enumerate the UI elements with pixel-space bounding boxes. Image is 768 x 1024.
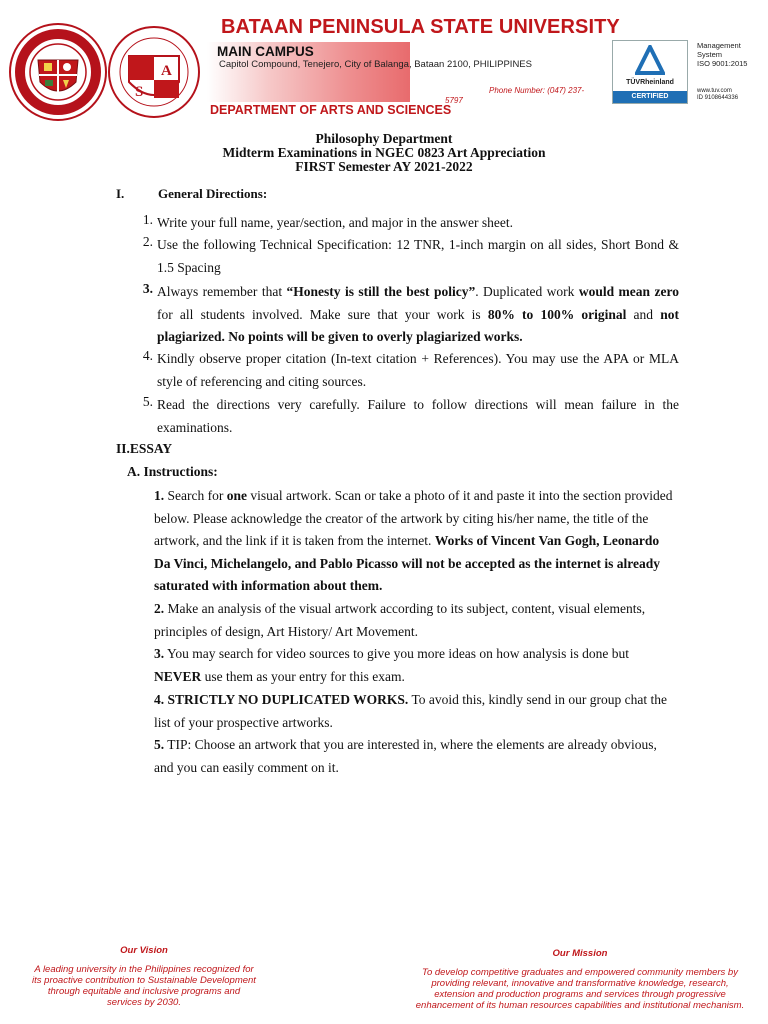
section-number: I. — [116, 186, 125, 201]
direction-number: 1. — [142, 212, 153, 227]
tuv-certified-label: CERTIFIED — [613, 91, 687, 103]
text-run: and — [626, 306, 661, 322]
mission-text: To develop competitive graduates and empowered community members by providing relevant, innovative and transformative knowledge, research, extension and production programs and services through progressive enhancement of its human resources capabilities and institutional mechanism. — [415, 967, 745, 1011]
direction-text: Write your full name, year/section, and major in the answer sheet. — [157, 215, 513, 230]
text-run: for all students involved. Make sure that your work is — [157, 306, 488, 322]
text-run-bold: NEVER — [154, 668, 202, 684]
bpsu-seal-logo — [8, 20, 108, 125]
university-name: BATAAN PENINSULA STATE UNIVERSITY — [221, 16, 620, 38]
text-run-bold: “Honesty is still the best policy” — [286, 284, 476, 299]
instruction-number: 4. — [154, 692, 165, 707]
iso-website: www.tuv.com — [697, 88, 732, 94]
essay-section-title: II.ESSAY — [116, 441, 173, 456]
text-run: use them as your entry for this exam. — [201, 668, 405, 684]
iso-line: ISO 9001:2015 — [697, 59, 748, 68]
text-run-bold: STRICTLY NO DUPLICATED WORKS. — [164, 692, 409, 707]
text-run: To avoid this, kindly send in our group chat the list of your prospective artworks. — [154, 692, 667, 730]
text-run-bold: not plagiarized. No points will be given to overly plagiarized works. — [157, 306, 679, 345]
instructions-title: A. Instructions: — [127, 464, 218, 479]
vision-title: Our Vision — [120, 945, 168, 956]
text-run: visual artwork. Scan or take a photo of it and paste it into the section provided below. Please acknowledge the creator of the artwork by citing his/her name, the title of the artwork, and the link if it is taken from the internet. — [154, 488, 673, 549]
instruction-4 — [154, 689, 676, 734]
campus-address: Capitol Compound, Tenejero, City of Balanga, Bataan 2100, PHILIPPINES — [219, 59, 532, 70]
direction-number: 4. — [142, 348, 153, 363]
instruction-3 — [154, 643, 676, 688]
college-arts-sciences-seal-logo — [107, 20, 202, 125]
direction-text: Use the following Technical Specification: 12 TNR, 1-inch margin on all sides, Short Bond & 1.5 Spacing — [157, 237, 679, 275]
text-run: Make an analysis of the visual artwork according to its subject, content, visual elements, principles of design, Art History/ Art Movement. — [154, 601, 646, 639]
seal-letter-s: S — [135, 84, 144, 100]
iso-line: Management — [697, 41, 741, 50]
tuv-name: TÜVRheinland — [626, 79, 674, 86]
exam-title: Midterm Examinations in NGEC 0823 Art Appreciation — [222, 145, 546, 160]
text-run-bold: would mean zero — [578, 284, 679, 299]
text-run: Always remember that — [157, 284, 287, 299]
iso-certification-text — [697, 41, 747, 68]
text-run-bold: 80% to 100% original — [487, 306, 627, 322]
exam-department: Philosophy Department — [315, 131, 453, 146]
seal-letter-a: A — [161, 63, 172, 79]
section-title: General Directions: — [158, 186, 268, 201]
direction-number: 2. — [142, 234, 153, 249]
instruction-5 — [154, 734, 676, 779]
instruction-number: 5. — [154, 737, 165, 752]
direction-text: Read the directions very carefully. Failure to follow directions will mean failure in the examinations. — [157, 397, 679, 435]
text-run: You may search for video sources to give you more ideas on how analysis is done but — [164, 646, 630, 661]
tuv-certification-badge — [612, 40, 688, 104]
tuv-triangle-icon — [635, 45, 665, 77]
text-run: TIP: Choose an artwork that you are interested in, where the elements are already obvious, and you can easily comment on it. — [154, 737, 657, 775]
vision-text: A leading university in the Philippines recognized for its proactive contribution to Sustainable Development through equitable and inclusive programs and services by 2030. — [32, 964, 256, 1008]
campus-name: MAIN CAMPUS — [217, 44, 314, 59]
iso-web-info — [697, 88, 738, 102]
instruction-number: 3. — [154, 646, 165, 661]
phone-number-suffix: 5797 — [445, 96, 463, 105]
instruction-1 — [154, 485, 676, 598]
iso-line: System — [697, 50, 723, 59]
iso-id: ID 9108644336 — [697, 95, 739, 101]
mission-title: Our Mission — [552, 948, 608, 959]
text-run-bold: one — [226, 488, 247, 503]
phone-number: Phone Number: (047) 237- — [489, 86, 585, 95]
department-name: DEPARTMENT OF ARTS AND SCIENCES — [210, 103, 452, 117]
direction-number: 3. — [142, 281, 153, 296]
text-run: Search for — [164, 488, 227, 503]
text-run-bold: Works of Vincent Van Gogh, Leonardo Da Vinci, Michelangelo, and Pablo Picasso will not be accepted as the internet is already saturated with information about them. — [154, 533, 660, 594]
exam-semester: FIRST Semester AY 2021-2022 — [295, 159, 473, 174]
text-run: . Duplicated work — [475, 284, 579, 299]
direction-number: 5. — [142, 394, 153, 409]
direction-text-honesty — [157, 281, 679, 349]
instruction-2 — [154, 598, 676, 643]
instruction-number: 2. — [154, 601, 165, 616]
direction-text: Kindly observe proper citation (In-text citation + References). You may use the APA or MLA style of referencing and citing sources. — [157, 351, 679, 389]
instruction-number: 1. — [154, 488, 165, 503]
